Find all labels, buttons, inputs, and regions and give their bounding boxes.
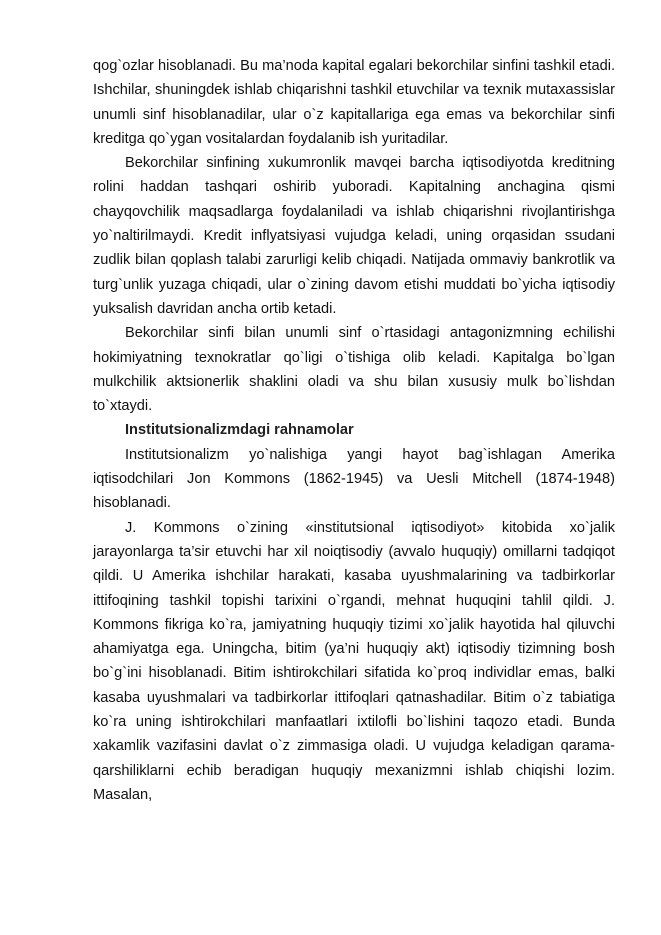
paragraph-3: Bekorchilar sinfi bilan unumli sinf o`rtasidagi antagonizmning echilishi hokimiyatning texnokratlar qo`ligi o`tishiga olib keladi. Kapitalga bo`lgan mulkchilik aktsionerlik shaklini oladi va shu bilan xususiy mulk bo`lishdan to`xtaydi. (93, 325, 615, 415)
paragraph-2: Bekorchilar sinfining xukumronlik mavqei barcha iqtisodiyotda kreditning rolini haddan tashqari oshirib yuboradi. Kapitalning anchagina qismi chayqovchilik maqsadlarga foydalaniladi va ishlab chiqarishni rivojlantirishga yo`naltirilmaydi. Kredit inflyatsiyasi vujudga keladi, uning orqasidan ssudani zudlik bilan qoplash talabi zarurligi kelib chiqadi. Natijada ommaviy bankrotlik va turg`unlik yuzaga chiqadi, ular o`zining davom etishi muddati bo`yicha iqtisodiy yuksalish davridan ancha ortib ketadi. (93, 155, 615, 317)
document-page (93, 54, 615, 807)
paragraph-1: qog`ozlar hisoblanadi. Bu ma’noda kapital egalari bekorchilar sinfini tashkil etadi. Ishchilar, shuningdek ishlab chiqarishni tashkil etuvchilar va texnik mutaxassislar unumli sinf hisoblanadilar, ular o`z kapitallariga ega emas va bekorchilar sinfi kreditga qo`ygan vositalardan foydalanib ish yuritadilar. (93, 58, 615, 147)
paragraph-5: J. Kommons o`zining «institutsional iqtisodiyot» kitobida xo`jalik jarayonlarga ta’sir etuvchi har xil noiqtisodiy (avvalo huquqiy) omillarni tadqiqot qildi. U Amerika ishchilar harakati, kasaba uyushmalarining va tadbirkorlar ittifoqining tashkil topishi tarixini o`rgandi, mehnat huquqini tahlil qildi. J. Kommons fikriga ko`ra, jamiyatning huquqiy tizimi xo`jalik hayotida hal qiluvchi ahamiyatga ega. Uningcha, bitim (ya’ni huquqiy akt) iqtisodiy tizimning bosh bo`g`ini hisoblanadi. Bitim ishtirokchilari sifatida ko`proq individlar emas, balki kasaba uyushmalari va tadbirkorlar ittifoqlari qatnashadilar. Bitim o`z tabiatiga ko`ra uning ishtirokchilari manfaatlari ixtilofli bo`lishini taqozo etadi. Bunda xakamlik vazifasini davlat o`z zimmasiga oladi. U vujudga keladigan qarama-qarshiliklarni echib beradigan huquqiy mexanizmni ishlab chiqishi lozim. Masalan, (93, 519, 615, 803)
paragraph-4: Institutsionalizm yo`nalishiga yangi hayot bag`ishlagan Amerika iqtisodchilari Jon Kommons (1862-1945) va Uesli Mitchell (1874-1948) hisoblanadi. (93, 446, 615, 512)
section-heading: Institutsionalizmdagi rahnamolar (125, 422, 354, 439)
